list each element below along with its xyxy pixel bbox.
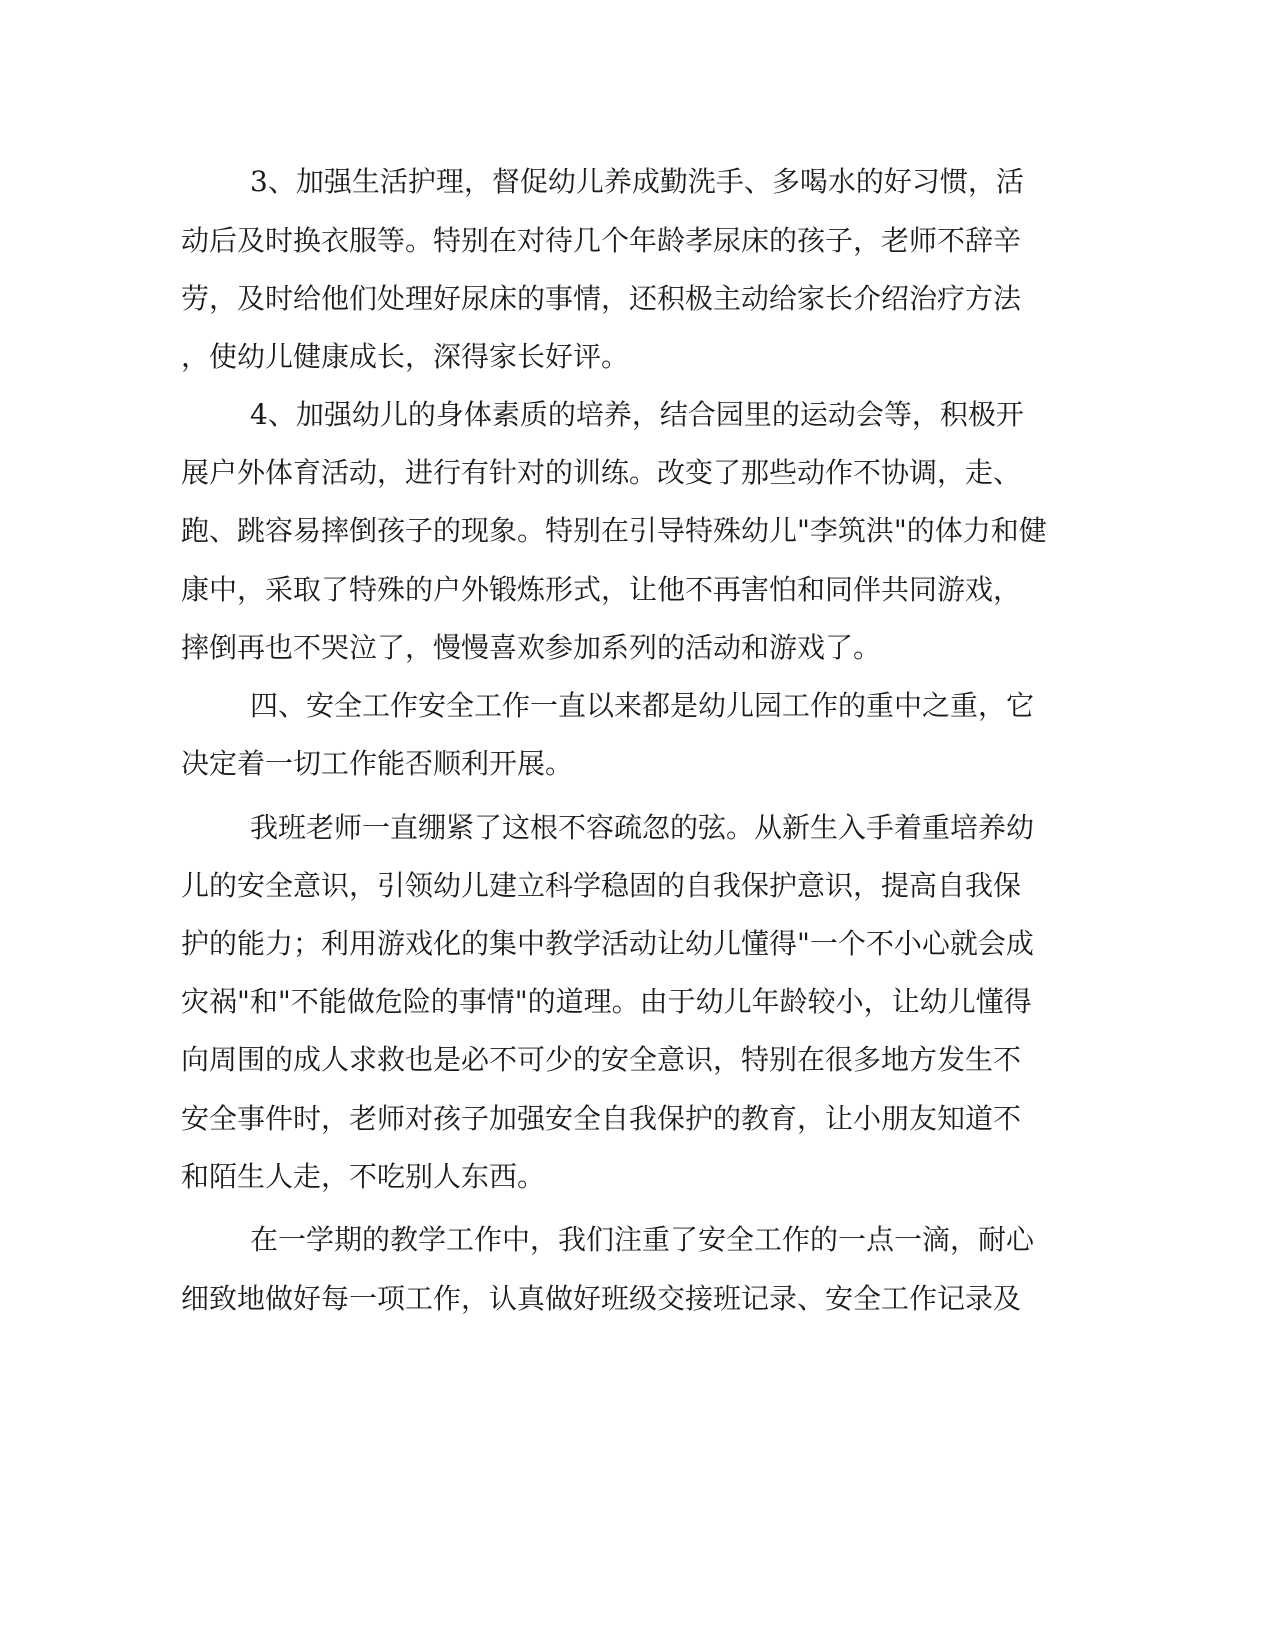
text-line: 4、加强幼儿的身体素质的培养，结合园里的运动会等，积极开 (250, 398, 1024, 431)
text-line: 四、安全工作安全工作一直以来都是幼儿园工作的重中之重，它 (250, 689, 1035, 722)
text-line: 决定着一切工作能否顺利开展。 (181, 747, 574, 780)
text-line: 3、加强生活护理，督促幼儿养成勤洗手、多喝水的好习惯，活 (250, 165, 1024, 198)
text-line: 摔倒再也不哭泣了，慢慢喜欢参加系列的活动和游戏了。 (181, 631, 882, 664)
text-line: 在一学期的教学工作中，我们注重了安全工作的一点一滴，耐心 (250, 1223, 1035, 1256)
text-line: 儿的安全意识，引领幼儿建立科学稳固的自我保护意识，提高自我保 (181, 869, 1022, 902)
text-line: 展户外体育活动，进行有针对的训练。改变了那些动作不协调，走、 (181, 456, 1022, 489)
text-line: ，使幼儿健康成长，深得家长好评。 (181, 340, 630, 373)
text-line: 劳，及时给他们处理好尿床的事情，还积极主动给家长介绍治疗方法 (181, 282, 1022, 315)
text-line: 灾祸"和"不能做危险的事情"的道理。由于幼儿年龄较小，让幼儿懂得 (181, 985, 1032, 1018)
text-line: 细致地做好每一项工作，认真做好班级交接班记录、安全工作记录及 (181, 1282, 1022, 1315)
text-line: 和陌生人走，不吃别人东西。 (181, 1160, 546, 1193)
text-line: 向周围的成人求救也是必不可少的安全意识，特别在很多地方发生不 (181, 1043, 1022, 1076)
text-line: 安全事件时，老师对孩子加强安全自我保护的教育，让小朋友知道不 (181, 1102, 1022, 1135)
text-line: 跑、跳容易摔倒孩子的现象。特别在引导特殊幼儿"李筑洪"的体力和健 (181, 514, 1047, 547)
text-line: 康中，采取了特殊的户外锻炼形式，让他不再害怕和同伴共同游戏， (181, 573, 1022, 606)
text-line: 动后及时换衣服等。特别在对待几个年龄孝尿床的孩子，老师不辞辛 (181, 224, 1022, 257)
text-line: 我班老师一直绷紧了这根不容疏忽的弦。从新生入手着重培养幼 (250, 811, 1035, 844)
text-line: 护的能力；利用游戏化的集中教学活动让幼儿懂得"一个不小心就会成 (181, 927, 1034, 960)
